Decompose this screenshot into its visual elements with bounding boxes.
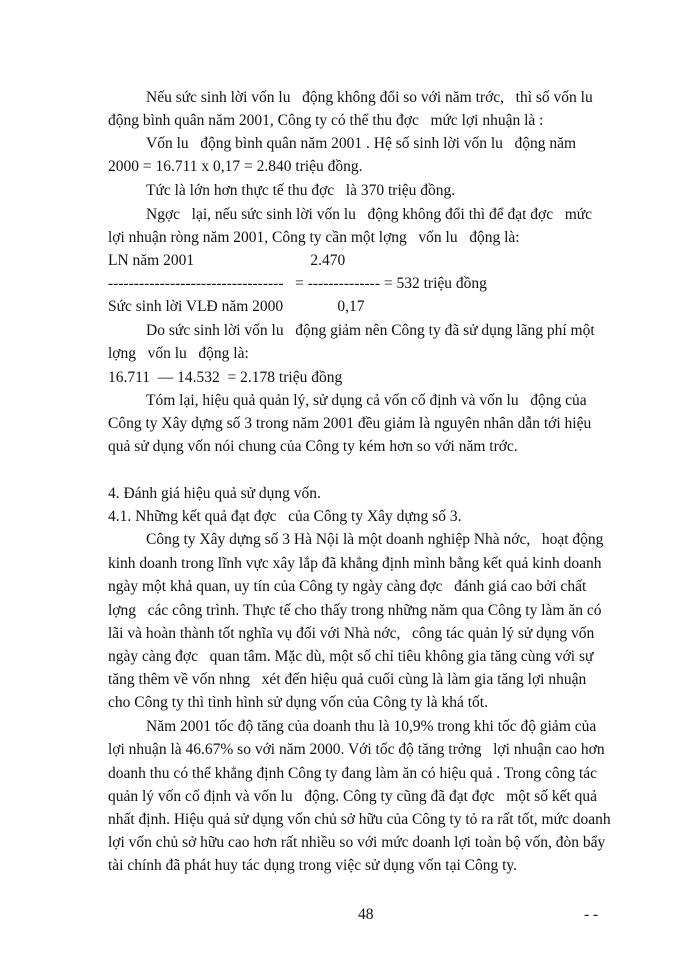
subsection-heading: 4.1. Những kết quả đạt đợc của Công ty Xây dựng số 3. [108,508,462,525]
paragraph-line: Công ty Xây dựng số 3 Hà Nội là một doanh nghiệp Nhà nớc, hoạt động [146,531,604,548]
paragraph-line: Tức là lớn hơn thực tế thu đợc là 370 triệu đồng. [146,182,456,199]
section-heading: 4. Đánh giá hiệu quả sử dụng vốn. [108,485,321,502]
paragraph-line: Tóm lại, hiệu quả quản lý, sử dụng cả vốn cố định và vốn lu động của [146,392,587,409]
paragraph-line: ngày một khả quan, uy tín của Công ty ngày càng đợc đánh giá cao bởi chất [108,578,587,595]
paragraph-line: Ngợc lại, nếu sức sinh lời vốn lu động không đổi thì để đạt đợc mức [146,206,593,223]
paragraph-line: doanh thu có thể khẳng định Công ty đang làm ăn có hiệu quả . Trong công tác [108,765,598,782]
paragraph-line: lợng các công trình. Thực tế cho thấy trong những năm qua Công ty làm ăn có [108,602,602,619]
paragraph-line: tài chính đã phát huy tác dụng trong việc sử dụng vốn tại Công ty. [108,857,518,874]
page-number: 48 [358,906,374,923]
paragraph-line: Vốn lu động bình quân năm 2001 . Hệ số sinh lời vốn lu động năm [146,135,577,152]
paragraph-line: lãi và hoàn thành tốt nghĩa vụ đối với Nhà nớc, công tác quản lý sử dụng vốn [108,625,595,642]
formula-fraction-line: ---------------------------------- = -------------- = 532 triệu đồng [108,275,487,292]
formula-numerator: LN năm 2001 2.470 [108,252,346,269]
formula-denominator: Sức sinh lời VLĐ năm 2000 0,17 [108,298,365,315]
paragraph-line: 2000 = 16.711 x 0,17 = 2.840 triệu đồng. [108,158,363,175]
formula-line: 16.711 — 14.532 = 2.178 triệu đồng [108,369,343,386]
paragraph-line: Công ty Xây dựng số 3 trong năm 2001 đều giảm là nguyên nhân dẫn tới hiệu [108,415,592,432]
paragraph-line: quản lý vốn cố định và vốn lu động. Công ty cũng đã đạt đợc một số kết quả [108,788,598,805]
paragraph-line: ngày càng đợc quan tâm. Mặc dù, một số chỉ tiêu không gia tăng cùng với sự [108,648,594,665]
paragraph-line: Năm 2001 tốc độ tăng của doanh thu là 10,9% trong khi tốc độ giảm của [146,718,597,735]
paragraph-line: quả sử dụng vốn nói chung của Công ty kém hơn so với năm trớc. [108,438,518,455]
paragraph-line: lợi vốn chủ sở hữu cao hơn rất nhiều so với mức doanh lợi toàn bộ vốn, đòn bẩy [108,834,606,851]
paragraph-line: nhất định. Hiệu quả sử dụng vốn chủ sở hữu của Công ty tỏ ra rất tốt, mức doanh [108,811,611,828]
paragraph-line: lợi nhuận ròng năm 2001, Công ty cần một lợng vốn lu động là: [108,229,520,246]
footer-marks: - - [584,906,599,923]
paragraph-line: Nếu sức sinh lời vốn lu động không đổi so với năm trớc, thì số vốn lu [146,89,593,106]
paragraph-line: tăng thêm về vốn nhng xét đến hiệu quả cuối cùng là làm gia tăng lợi nhuận [108,671,587,688]
paragraph-line: cho Công ty thì tình hình sử dụng vốn của Công ty là khá tốt. [108,694,488,711]
paragraph-line: lợi nhuận là 46.67% so với năm 2000. Với tốc độ tăng trởng lợi nhuận cao hơn [108,741,605,758]
paragraph-line: động bình quân năm 2001, Công ty có thể thu đợc mức lợi nhuận là : [108,112,544,129]
paragraph-line: lợng vốn lu động là: [108,345,249,362]
paragraph-line: kinh doanh trong lĩnh vực xây lắp đã khẳng định mình bằng kết quả kinh doanh [108,555,602,572]
paragraph-line: Do sức sinh lời vốn lu động giảm nên Công ty đã sử dụng lãng phí một [146,322,595,339]
